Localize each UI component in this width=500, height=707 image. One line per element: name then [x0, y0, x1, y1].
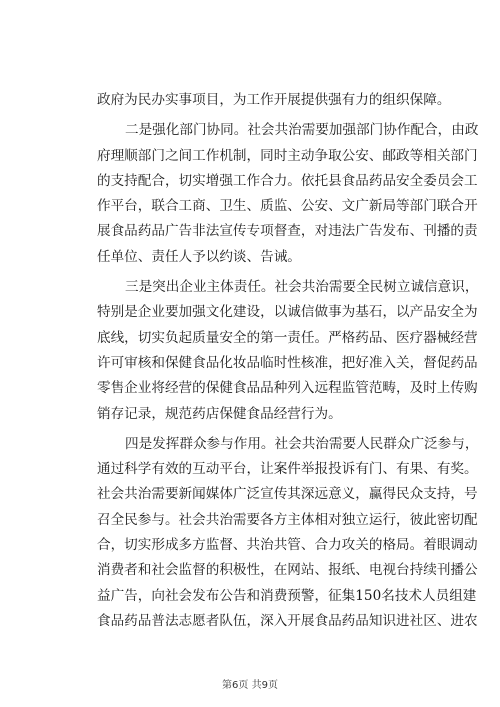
text-line: 消费者和社会监督的积极性，在网站、报纸、电视台持续刊播公: [97, 562, 478, 579]
text-line: 底线，切实负起质量安全的第一责任。严格药品、医疗器械经营: [97, 329, 478, 346]
text-line: 社会共治需要新闻媒体广泛宣传其深远意义，赢得民众支持，号: [97, 486, 478, 503]
text-line: 合，切实形成多方监督、共治共管、合力攻关的格局。着眼调动: [97, 537, 478, 554]
text-line: 任单位、责任人予以约谈、告诫。: [97, 248, 301, 265]
text-line: 展食品药品广告非法宣传专项督查，对违法广告发布、刊播的责: [97, 223, 478, 240]
text-line: 的支持配合，切实增强工作合力。依托县食品药品安全委员会工: [97, 172, 478, 189]
text-line: 府理顺部门之间工作机制，同时主动争取公安、邮政等相关部门: [97, 147, 478, 164]
page-footer: 第6页 共9页: [222, 680, 278, 691]
text-line: 作平台，联合工商、卫生、质监、公安、文广新局等部门联合开: [97, 198, 478, 215]
text-line: 零售企业将经营的保健食品品种列入远程监管范畴，及时上传购: [97, 380, 478, 397]
paragraph: [97, 275, 479, 427]
text-line: 政府为民办实事项目，为工作开展提供强有力的组织保障。: [97, 92, 451, 108]
text-line: 三是突出企业主体责任。社会共治需要全民树立诚信意识，: [125, 279, 479, 296]
paragraph: [97, 118, 479, 270]
text-line: 通过科学有效的互动平台，让案件举报投诉有门、有果、有奖。: [97, 461, 478, 478]
text-line: 召全民参与。社会共治需要各方主体相对独立运行，彼此密切配: [97, 511, 478, 528]
text-line: 特别是企业要加强文化建设，以诚信做事为基石，以产品安全为: [97, 304, 478, 321]
text-line: 益广告，向社会发布公告和消费预警，征集150名技术人员组建: [97, 587, 477, 604]
text-line: 二是强化部门协同。社会共治需要加强部门协作配合，由政: [125, 122, 479, 139]
text-line: 四是发挥群众参与作用。社会共治需要人民群众广泛参与，: [125, 435, 479, 452]
text-line: 食品药品普法志愿者队伍，深入开展食品药品知识进社区、进农: [97, 612, 478, 629]
paragraph: [97, 432, 479, 634]
text-line: 销存记录，规范药店保健食品经营行为。: [97, 405, 342, 422]
document-body: [97, 88, 479, 634]
text-line: 许可审核和保健食品化妆品临时性核准，把好准入关，督促药品: [97, 354, 478, 371]
paragraph: [97, 88, 451, 113]
